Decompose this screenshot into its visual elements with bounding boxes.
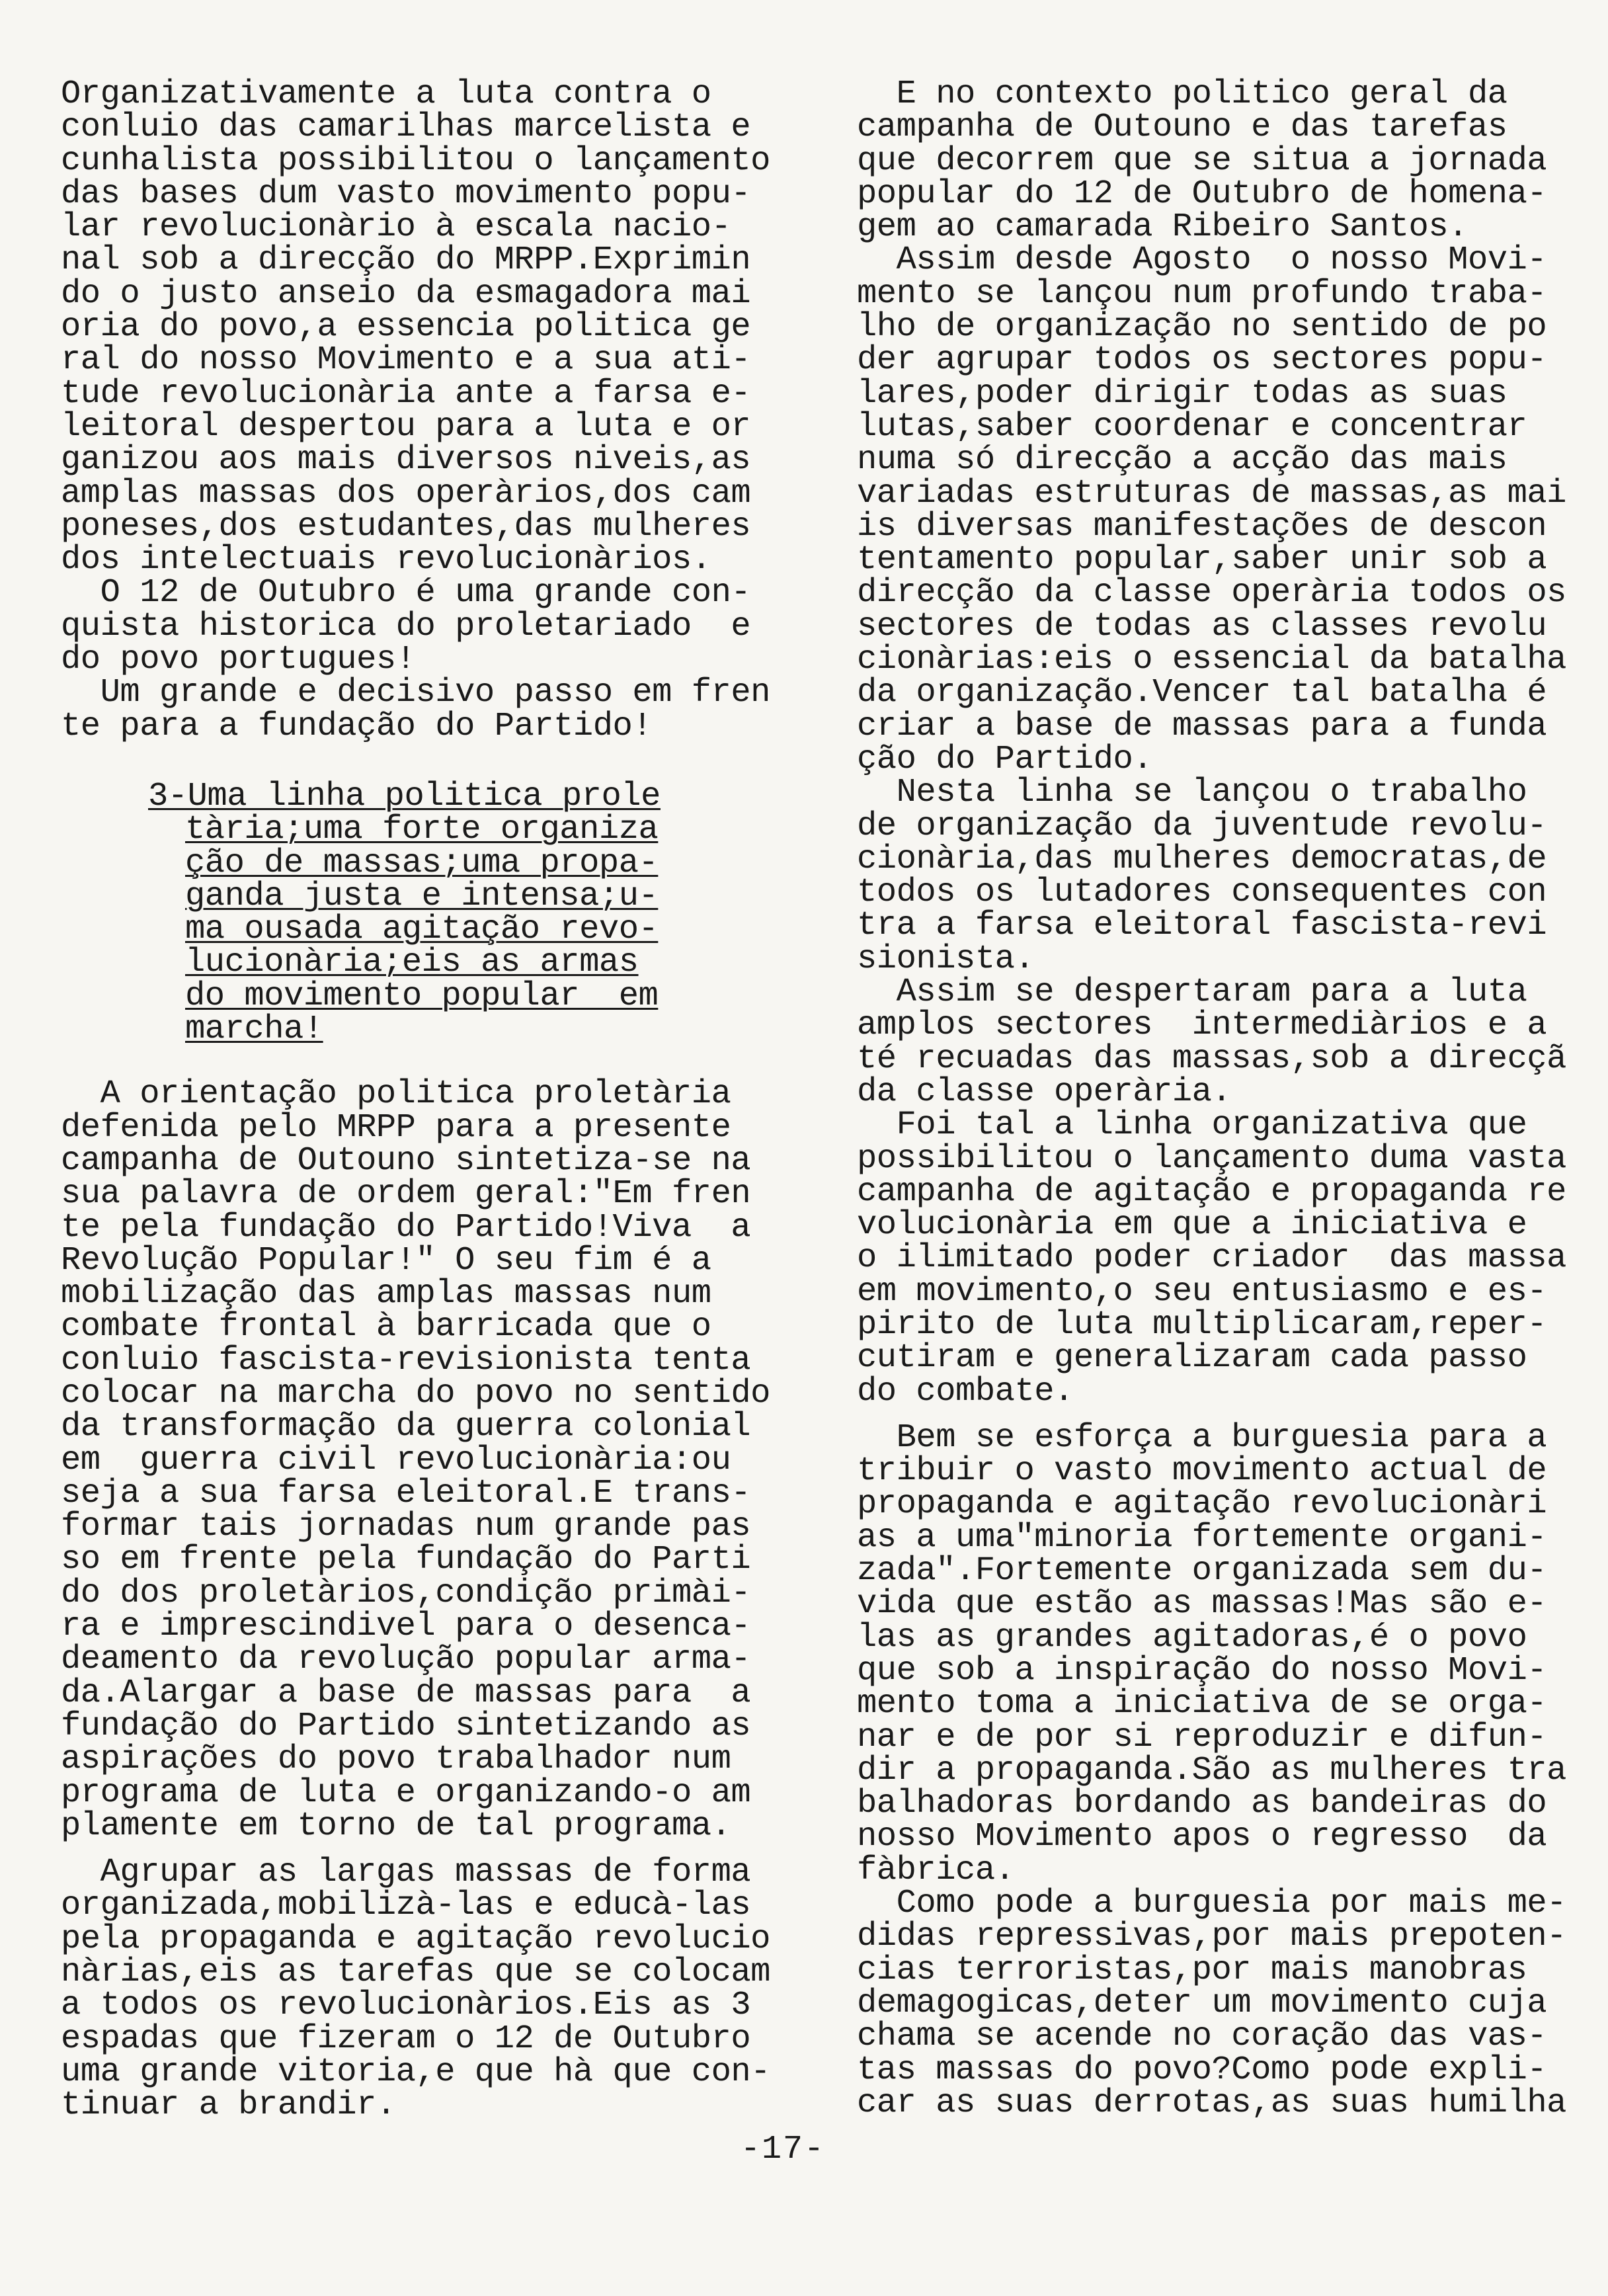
text-line: o ilimitado poder criador das massa <box>857 1239 1566 1278</box>
text-line: poneses,dos estudantes,das mulheres <box>61 507 751 546</box>
text-line: Assim desde Agosto o nosso Movi- <box>857 241 1547 280</box>
text-line: O 12 de Outubro é uma grande con- <box>61 574 751 612</box>
text-line: que decorrem que se situa a jornada <box>857 142 1547 180</box>
text-line: ganda justa e intensa;u- <box>185 877 659 915</box>
text-line: zada".Fortemente organizada sem du- <box>857 1552 1547 1590</box>
text-line: leitoral despertou para a luta e or <box>61 407 751 446</box>
text-line: pela propaganda e agitação revolucio <box>61 1920 770 1958</box>
text-line: ra e imprescindivel para o desenca- <box>61 1608 751 1646</box>
text-line: amplas massas dos operàrios,dos cam <box>61 474 751 512</box>
text-line: lares,poder dirigir todas as suas <box>857 374 1508 413</box>
text-line: dos intelectuais revolucionàrios. <box>61 541 711 579</box>
text-line: Nesta linha se lançou o trabalho <box>857 774 1527 812</box>
text-line: a todos os revolucionàrios.Eis as 3 <box>61 1987 751 2025</box>
text-line: propaganda e agitação revolucionàri <box>857 1485 1547 1524</box>
text-line: E no contexto politico geral da <box>857 75 1508 113</box>
text-line: Foi tal a linha organizativa que <box>857 1106 1527 1145</box>
text-line: plamente em torno de tal programa. <box>61 1807 731 1845</box>
paragraph <box>61 1075 798 1845</box>
paragraph <box>61 676 798 743</box>
text-line: da classe operària. <box>857 1073 1232 1111</box>
text-line: organizada,mobilizà-las e educà-las <box>61 1887 751 1925</box>
text-line: ral do nosso Movimento e a sua ati- <box>61 341 751 380</box>
text-line: didas repressivas,por mais prepoten- <box>857 1918 1566 1956</box>
text-line: las as grandes agitadoras,é o povo <box>857 1618 1527 1657</box>
text-line: da organização.Vencer tal batalha é <box>857 674 1547 712</box>
text-line: car as suas derrotas,as suas humilha <box>857 2084 1566 2122</box>
text-line: is diversas manifestações de descon <box>857 507 1547 546</box>
paragraph <box>857 1106 1566 1411</box>
text-line: mobilização das amplas massas num <box>61 1275 711 1313</box>
text-line: vida que estão as massas!Mas são e- <box>857 1585 1547 1623</box>
text-line: te pela fundação do Partido!Viva a <box>61 1208 751 1247</box>
text-line: lho de organização no sentido de po <box>857 308 1547 347</box>
text-line: sectores de todas as classes revolu <box>857 607 1547 645</box>
text-line: ção de massas;uma propa- <box>185 844 659 882</box>
text-line: do dos proletàrios,condição primài- <box>61 1574 751 1612</box>
text-line: espadas que fizeram o 12 de Outubro <box>61 2020 751 2058</box>
text-line: Um grande e decisivo passo em fren <box>61 674 770 712</box>
text-line: pirito de luta multiplicaram,reper- <box>857 1305 1547 1344</box>
text-line: programa de luta e organizando-o am <box>61 1774 751 1812</box>
text-line: cutiram e generalizaram cada passo <box>857 1339 1527 1377</box>
text-line: sionista. <box>857 940 1035 978</box>
text-line: deamento da revolução popular arma- <box>61 1641 751 1679</box>
text-line: da transformação da guerra colonial <box>61 1408 751 1446</box>
right-column <box>857 75 1566 2122</box>
text-line: 3-Uma linha politica prole <box>148 777 661 815</box>
text-line: Como pode a burguesia por mais me- <box>857 1885 1566 1923</box>
text-line: tentamento popular,saber unir sob a <box>857 541 1547 579</box>
section-heading <box>148 777 798 1049</box>
text-line: todos os lutadores consequentes con <box>857 874 1547 912</box>
text-line: campanha de agitação e propaganda re <box>857 1172 1566 1211</box>
text-line: em movimento,o seu entusiasmo e es- <box>857 1272 1547 1311</box>
text-line: cionàrias:eis o essencial da batalha <box>857 641 1566 679</box>
text-line: da.Alargar a base de massas para a <box>61 1674 751 1712</box>
text-line: combate frontal à barricada que o <box>61 1308 711 1346</box>
paragraph <box>857 75 1551 247</box>
left-column <box>61 75 798 2125</box>
text-line: mento toma a iniciativa de se orga- <box>857 1685 1547 1723</box>
text-line: ma ousada agitação revo- <box>185 911 659 949</box>
text-line: te para a fundação do Partido! <box>61 707 653 745</box>
text-line: Bem se esforça a burguesia para a <box>857 1418 1547 1457</box>
paragraph <box>61 574 798 679</box>
text-line: Agrupar as largas massas de forma <box>61 1854 751 1892</box>
text-line: Revolução Popular!" O seu fim é a <box>61 1241 711 1280</box>
text-line: colocar na marcha do povo no sentido <box>61 1374 770 1413</box>
text-line: lar revolucionàrio à escala nacio- <box>61 208 731 247</box>
text-line: direcção da classe operària todos os <box>857 574 1566 612</box>
text-line: defenida pelo MRPP para a presente <box>61 1108 731 1147</box>
text-line: cunhalista possibilitou o lançamento <box>61 142 770 180</box>
paragraph <box>857 241 1566 778</box>
text-line: do povo portugues! <box>61 641 416 679</box>
text-line: tària;uma forte organiza <box>185 811 659 849</box>
text-line: ção do Partido. <box>857 740 1153 778</box>
text-line: seja a sua farsa eleitoral.E trans- <box>61 1474 751 1512</box>
text-line: aspirações do povo trabalhador num <box>61 1741 731 1779</box>
text-line: das bases dum vasto movimento popu- <box>61 175 751 213</box>
text-line: balhadoras bordando as bandeiras do <box>857 1785 1547 1823</box>
text-line: fundação do Partido sintetizando as <box>61 1707 751 1745</box>
text-line: uma grande vitoria,e que hà que con- <box>61 2053 770 2091</box>
text-line: tinuar a brandir. <box>61 2086 396 2125</box>
text-line: Assim se despertaram para a luta <box>857 973 1527 1012</box>
text-line: variadas estruturas de massas,as mai <box>857 474 1566 512</box>
text-line: possibilitou o lançamento duma vasta <box>857 1139 1566 1178</box>
paragraph <box>61 75 798 579</box>
text-line: tribuir o vasto movimento actual de <box>857 1452 1547 1491</box>
text-line: do combate. <box>857 1372 1074 1411</box>
text-line: fàbrica. <box>857 1851 1015 1889</box>
text-line: conluio das camarilhas marcelista e <box>61 108 751 147</box>
text-line: numa só direcção a acção das mais <box>857 441 1508 479</box>
page-number: -17- <box>741 2131 826 2168</box>
text-line: quista historica do proletariado e <box>61 607 751 645</box>
text-line: der agrupar todos os sectores popu- <box>857 341 1547 380</box>
text-line: oria do povo,a essencia politica ge <box>61 308 751 347</box>
paragraph <box>61 1854 798 2125</box>
text-line: do o justo anseio da esmagadora mai <box>61 274 751 313</box>
text-line: té recuadas das massas,sob a direcçã <box>857 1040 1566 1078</box>
text-line: em guerra civil revolucionària:ou <box>61 1441 731 1479</box>
text-line: sua palavra de ordem geral:"Em fren <box>61 1175 751 1213</box>
paragraph <box>857 776 1551 976</box>
text-line: popular do 12 de Outubro de homena- <box>857 175 1547 213</box>
text-line: tas massas do povo?Como pode expli- <box>857 2051 1547 2089</box>
text-line: criar a base de massas para a funda <box>857 707 1547 745</box>
text-line: volucionària em que a iniciativa e <box>857 1206 1527 1245</box>
text-line: Organizativamente a luta contra o <box>61 75 711 113</box>
text-line: marcha! <box>185 1010 323 1049</box>
text-line: cias terroristas,por mais manobras <box>857 1951 1527 1989</box>
text-line: nar e de por si reproduzir e difun- <box>857 1718 1547 1756</box>
text-line: campanha de Outouno e das tarefas <box>857 108 1508 147</box>
text-line: demagogicas,deter um movimento cuja <box>857 1984 1547 2022</box>
text-line: tra a farsa eleitoral fascista-revi <box>857 907 1547 945</box>
text-line: do movimento popular em <box>185 977 659 1015</box>
text-line: dir a propaganda.São as mulheres tra <box>857 1751 1566 1789</box>
text-line: formar tais jornadas num grande pas <box>61 1508 751 1546</box>
text-line: lucionària;eis as armas <box>185 944 639 982</box>
text-line: conluio fascista-revisionista tenta <box>61 1341 751 1379</box>
text-line: A orientação politica proletària <box>61 1075 731 1114</box>
text-line: gem ao camarada Ribeiro Santos. <box>857 208 1468 247</box>
text-line: ganizou aos mais diversos niveis,as <box>61 441 751 479</box>
text-line: so em frente pela fundação do Parti <box>61 1541 751 1579</box>
paragraph <box>857 1418 1566 1889</box>
text-line: nàrias,eis as tarefas que se colocam <box>61 1953 770 1992</box>
text-line: chama se acende no coração das vas- <box>857 2018 1547 2056</box>
text-line: tude revolucionària ante a farsa e- <box>61 374 751 413</box>
text-line: mento se lançou num profundo traba- <box>857 274 1547 313</box>
text-line: cionària,das mulheres democratas,de <box>857 840 1547 878</box>
text-line: de organização da juventude revolu- <box>857 807 1547 845</box>
text-line: nal sob a direcção do MRPP.Exprimin <box>61 241 751 280</box>
text-line: as a uma"minoria fortemente organi- <box>857 1518 1547 1557</box>
text-line: lutas,saber coordenar e concentrar <box>857 407 1527 446</box>
text-line: que sob a inspiração do nosso Movi- <box>857 1651 1547 1690</box>
paragraph <box>857 1885 1566 2122</box>
text-line: amplos sectores intermediàrios e a <box>857 1006 1547 1045</box>
text-line: nosso Movimento apos o regresso da <box>857 1818 1547 1856</box>
paragraph <box>857 973 1566 1111</box>
text-line: campanha de Outouno sintetiza-se na <box>61 1141 751 1180</box>
